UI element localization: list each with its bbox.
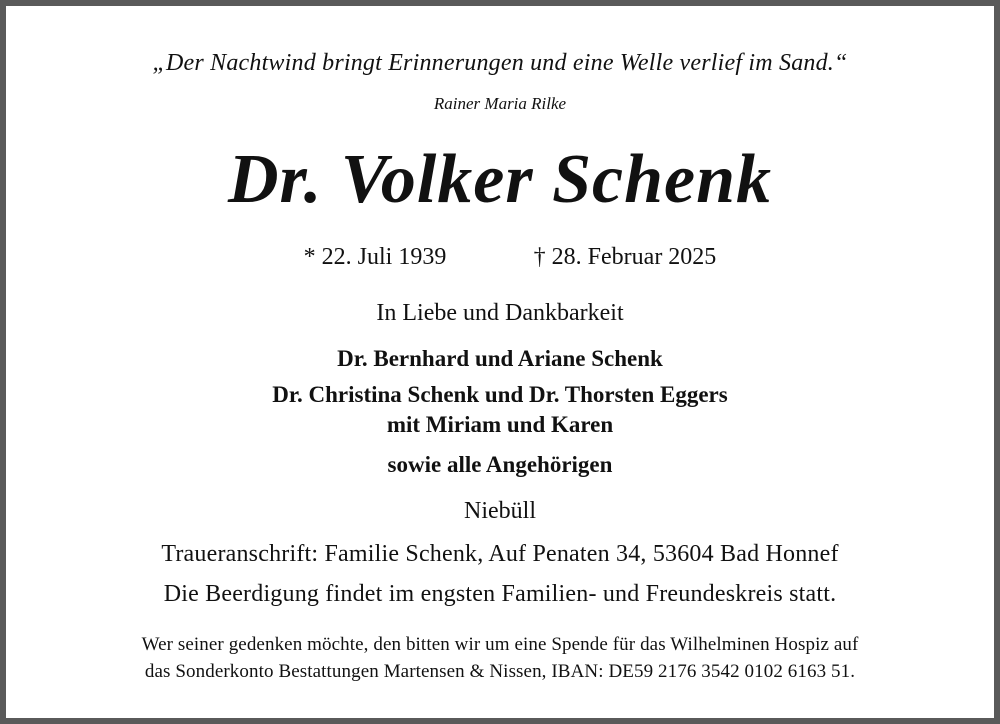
mourning-address: Traueranschrift: Familie Schenk, Auf Penaten 34, 53604 Bad Honnef xyxy=(161,541,839,567)
mourner-line: Dr. Christina Schenk und Dr. Thorsten Eggers xyxy=(272,382,728,407)
donation-line: das Sonderkonto Bestattungen Martensen & Nissen, IBAN: DE59 2176 3542 0102 6163 51. xyxy=(144,661,856,682)
mourner-line: Dr. Bernhard und Ariane Schenk xyxy=(337,346,663,371)
donation-note xyxy=(6,631,994,685)
mourner-line: mit Miriam und Karen xyxy=(386,412,614,437)
burial-note: Die Beerdigung findet im engsten Familien- und Freundeskreis statt. xyxy=(163,581,837,607)
epigraph-quote: „Der Nachtwind bringt Erinnerungen und eine Welle verlief im Sand.“ xyxy=(152,50,848,76)
mourner-line: sowie alle Angehörigen xyxy=(387,452,613,477)
death-date: † 28. Februar 2025 xyxy=(533,244,717,270)
donation-line: Wer seiner gedenken möchte, den bitten wir um eine Spende für das Wilhelminen Hospiz auf xyxy=(141,634,859,655)
birth-date: * 22. Juli 1939 xyxy=(303,244,447,270)
quote-author: Rainer Maria Rilke xyxy=(433,94,567,113)
deceased-name: Dr. Volker Schenk xyxy=(227,141,773,218)
dedication-line: In Liebe und Dankbarkeit xyxy=(376,300,624,326)
place-name: Niebüll xyxy=(464,498,536,524)
life-dates xyxy=(6,244,994,271)
